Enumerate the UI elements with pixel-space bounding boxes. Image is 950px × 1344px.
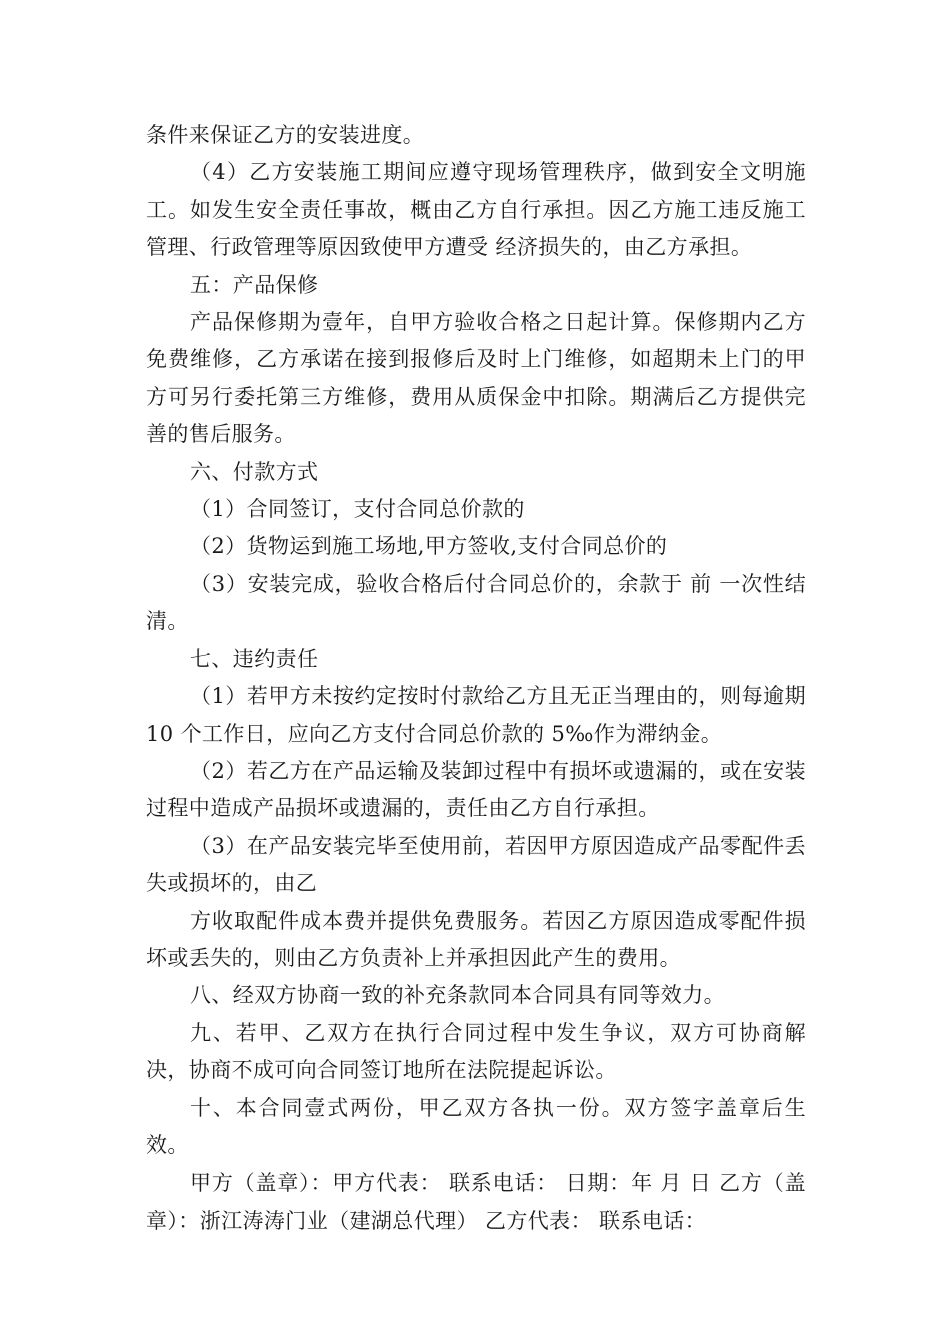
paragraph-install-progress: 条件来保证乙方的安装进度。 (146, 123, 425, 147)
liability-item-1: （1）若甲方未按约定按时付款给乙方且无正当理由的，则每逾期 10 个工作日，应向乙方支付合同总价款的 5‰作为滞纳金。 (146, 684, 806, 746)
paragraph-safety-clause: （4）乙方安装施工期间应遵守现场管理秩序，做到安全文明施工。如发生安全责任事故，概由乙方自行承担。因乙方施工违反施工管理、行政管理等原因致使甲方遭受 经济损失的，由乙方承担。 (146, 160, 806, 260)
clause-nine: 九、若甲、乙双方在执行合同过程中发生争议，双方可协商解决，协商不成可向合同签订地所在法院提起诉讼。 (146, 1020, 806, 1083)
liability-item-2: （2）若乙方在产品运输及装卸过程中有损坏或遗漏的，或在安装过程中造成产品损坏或遗漏的，责任由乙方自行承担。 (146, 758, 806, 821)
section-heading-payment: 六、付款方式 (190, 459, 319, 484)
liability-item-3: （3）在产品安装完毕至使用前，若因甲方原因造成产品零配件丢失或损坏的，由乙 (146, 833, 806, 896)
paragraph-warranty: 产品保修期为壹年，自甲方验收合格之日起计算。保修期内乙方免费维修，乙方承诺在接到报修后及时上门维修，如超期未上门的甲方可另行委托第三方维修，费用从质保金中扣除。期满后乙方提供完善的售后服务。 (146, 310, 806, 447)
clause-ten: 十、本合同壹式两份，甲乙双方各执一份。双方签字盖章后生效。 (146, 1095, 806, 1157)
section-heading-liability: 七、违约责任 (190, 646, 319, 671)
liability-item-3-continued: 方收取配件成本费并提供免费服务。若因乙方原因造成零配件损坏或丢失的，则由乙方负责补上并承担因此产生的费用。 (146, 908, 806, 970)
section-heading-warranty: 五：产品保修 (190, 272, 319, 297)
payment-item-1: （1）合同签订，支付合同总价款的 (190, 497, 525, 522)
payment-item-2: （2）货物运到施工场地,甲方签收,支付合同总价的 (190, 534, 668, 559)
clause-eight: 八、经双方协商一致的补充条款同本合同具有同等效力。 (190, 983, 725, 1008)
payment-item-3: （3）安装完成，验收合格后付合同总价的，余款于 前 一次性结清。 (146, 571, 806, 634)
contract-body (146, 117, 806, 1240)
signature-block: 甲方（盖章）：甲方代表： 联系电话： 日期：年 月 日 乙方（盖章）：浙江涛涛门业（建湖总代理） 乙方代表： 联系电话： (146, 1171, 806, 1233)
